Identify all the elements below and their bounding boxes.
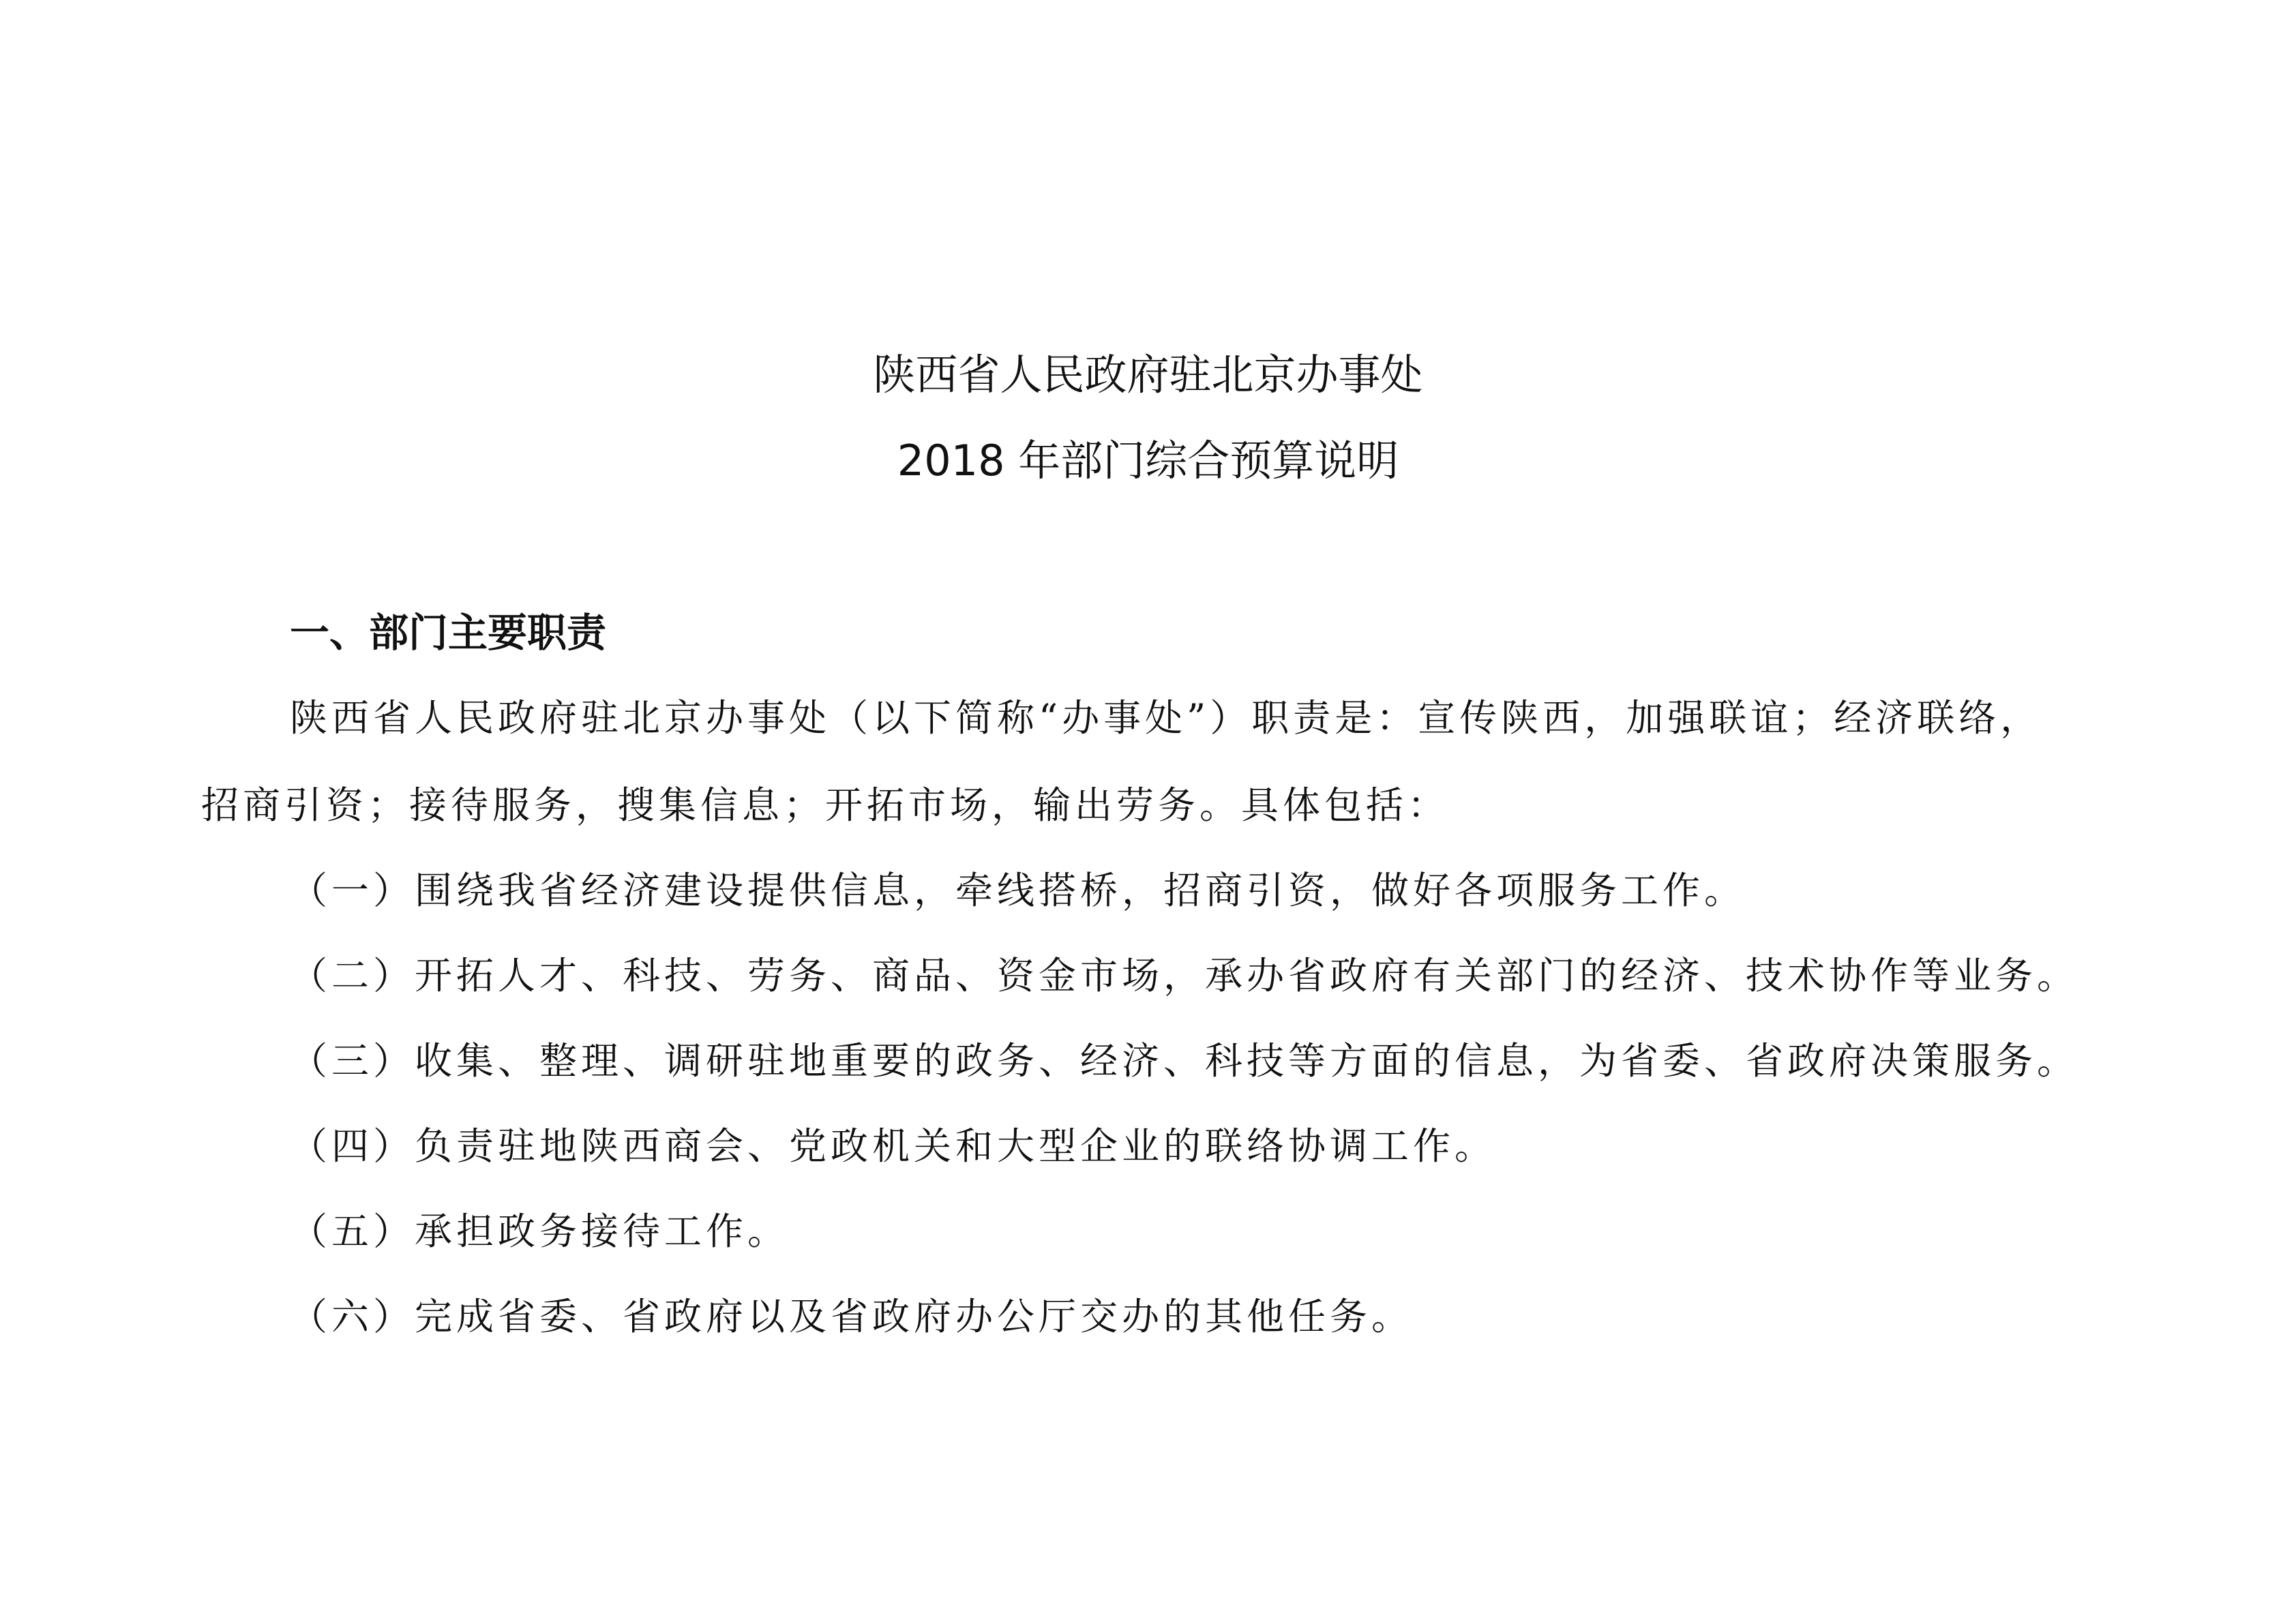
- duty-item-5: （五）承担政务接待工作。: [290, 1210, 790, 1253]
- intro-paragraph-line-2: 招商引资；接待服务，搜集信息；开拓市场，输出劳务。具体包括：: [201, 783, 1450, 827]
- section-heading: 一、部门主要职责: [290, 610, 607, 656]
- duty-item-2: （二）开拓人才、科技、劳务、商品、资金市场，承办省政府有关部门的经济、技术协作等业务。: [290, 954, 2079, 997]
- intro-paragraph-line-1: 陕西省人民政府驻北京办事处（以下简称“办事处”）职责是：宣传陕西，加强联谊；经济联络，: [290, 696, 2042, 740]
- document-subtitle: 2018 年部门综合预算说明: [897, 436, 1399, 485]
- duty-item-4: （四）负责驻地陕西商会、党政机关和大型企业的联络协调工作。: [290, 1124, 1497, 1168]
- duty-item-3: （三）收集、整理、调研驻地重要的政务、经济、科技等方面的信息，为省委、省政府决策服务。: [290, 1039, 2079, 1083]
- document-title: 陕西省人民政府驻北京办事处: [873, 350, 1423, 400]
- duty-item-1: （一）围绕我省经济建设提供信息，牵线搭桥，招商引资，做好各项服务工作。: [290, 869, 1746, 912]
- duty-item-6: （六）完成省委、省政府以及省政府办公厅交办的其他任务。: [290, 1295, 1414, 1338]
